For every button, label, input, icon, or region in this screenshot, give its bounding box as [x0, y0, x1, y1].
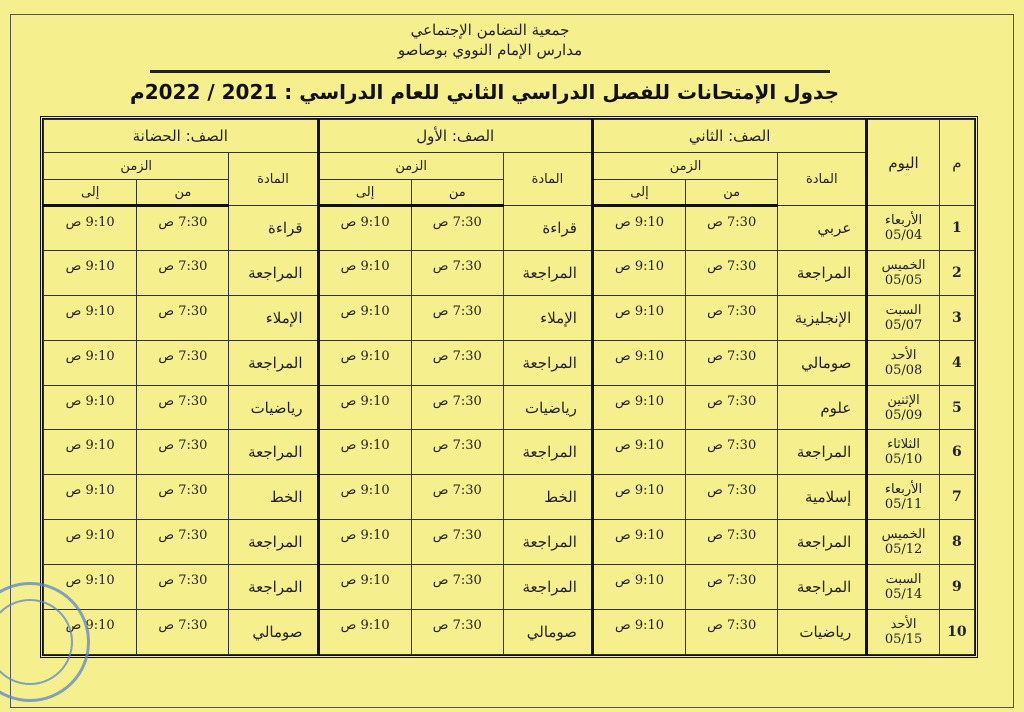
- time-from-cell: 7:30 ص: [411, 430, 503, 475]
- subject-cell: قراءة: [229, 206, 318, 251]
- time-to-cell: 9:10 ص: [318, 430, 411, 475]
- day-cell: [867, 385, 939, 430]
- time-from-cell: 7:30 ص: [137, 385, 229, 430]
- day-name: الأربعاء: [884, 482, 923, 498]
- time-to-cell: 9:10 ص: [592, 250, 685, 295]
- time-from-cell: 7:30 ص: [686, 520, 778, 565]
- col-from-header: من: [411, 180, 503, 206]
- time-to-cell: 9:10 ص: [592, 206, 685, 251]
- subject-cell: الخط: [503, 475, 592, 520]
- day-name: السبت: [885, 302, 922, 318]
- time-from-cell: 7:30 ص: [411, 340, 503, 385]
- subject-cell: المراجعة: [778, 565, 867, 610]
- exam-date: 05/07: [884, 317, 923, 333]
- subject-cell: المراجعة: [229, 520, 318, 565]
- time-to-cell: 9:10 ص: [318, 340, 411, 385]
- time-to-cell: 9:10 ص: [592, 295, 685, 340]
- day-cell: [867, 475, 939, 520]
- time-from-cell: 7:30 ص: [686, 206, 778, 251]
- time-to-cell: 9:10 ص: [44, 206, 137, 251]
- row-number: 10: [939, 610, 974, 655]
- time-from-cell: 7:30 ص: [686, 610, 778, 655]
- table-row: [44, 340, 975, 385]
- table-row: [44, 610, 975, 655]
- row-number: 9: [939, 565, 974, 610]
- day-name: السبت: [885, 572, 922, 588]
- day-name: الخميس: [881, 527, 926, 543]
- time-to-cell: 9:10 ص: [318, 206, 411, 251]
- letterhead: [150, 20, 830, 60]
- header-divider: [150, 70, 830, 73]
- col-time-header: الزمن: [592, 153, 777, 180]
- table-row: [44, 430, 975, 475]
- exam-date: 05/11: [884, 497, 923, 513]
- subject-cell: المراجعة: [229, 430, 318, 475]
- subject-cell: الخط: [229, 475, 318, 520]
- subject-cell: صومالي: [778, 340, 867, 385]
- subject-cell: المراجعة: [503, 430, 592, 475]
- time-from-cell: 7:30 ص: [411, 385, 503, 430]
- time-to-cell: 9:10 ص: [318, 250, 411, 295]
- table-row: [44, 295, 975, 340]
- time-to-cell: 9:10 ص: [44, 250, 137, 295]
- table-row: [44, 565, 975, 610]
- time-from-cell: 7:30 ص: [411, 206, 503, 251]
- col-day-header: اليوم: [867, 120, 939, 206]
- time-to-cell: 9:10 ص: [592, 475, 685, 520]
- exam-date: 05/12: [884, 542, 923, 558]
- subject-cell: المراجعة: [778, 250, 867, 295]
- time-from-cell: 7:30 ص: [686, 565, 778, 610]
- time-from-cell: 7:30 ص: [137, 610, 229, 655]
- group-header-grade2: الصف: الثاني: [592, 120, 866, 153]
- time-from-cell: 7:30 ص: [137, 565, 229, 610]
- day-cell: [867, 295, 939, 340]
- time-to-cell: 9:10 ص: [44, 295, 137, 340]
- subject-cell: عربي: [778, 206, 867, 251]
- day-cell: [867, 250, 939, 295]
- time-from-cell: 7:30 ص: [411, 475, 503, 520]
- time-to-cell: 9:10 ص: [592, 610, 685, 655]
- time-to-cell: 9:10 ص: [592, 430, 685, 475]
- time-from-cell: 7:30 ص: [686, 295, 778, 340]
- day-cell: [867, 610, 939, 655]
- subject-cell: الإملاء: [229, 295, 318, 340]
- col-to-header: إلى: [318, 180, 411, 206]
- day-cell: [867, 206, 939, 251]
- time-to-cell: 9:10 ص: [44, 340, 137, 385]
- col-from-header: من: [137, 180, 229, 206]
- row-number: 3: [939, 295, 974, 340]
- time-to-cell: 9:10 ص: [44, 430, 137, 475]
- time-to-cell: 9:10 ص: [44, 610, 137, 655]
- subject-cell: إسلامية: [778, 475, 867, 520]
- subject-cell: صومالي: [503, 610, 592, 655]
- subject-cell: الإنجليزية: [778, 295, 867, 340]
- time-to-cell: 9:10 ص: [592, 565, 685, 610]
- time-to-cell: 9:10 ص: [318, 385, 411, 430]
- day-cell: [867, 340, 939, 385]
- time-to-cell: 9:10 ص: [44, 565, 137, 610]
- table-row: [44, 475, 975, 520]
- day-cell: [867, 565, 939, 610]
- time-from-cell: 7:30 ص: [137, 206, 229, 251]
- day-cell: [867, 430, 939, 475]
- time-from-cell: 7:30 ص: [411, 250, 503, 295]
- page-title: جدول الإمتحانات للفصل الدراسي الثاني للعام الدراسي : 2021 / 2022م: [130, 80, 839, 104]
- day-name: الخميس: [881, 257, 926, 273]
- exam-date: 05/09: [884, 407, 923, 423]
- time-from-cell: 7:30 ص: [137, 475, 229, 520]
- table-row: [44, 520, 975, 565]
- time-to-cell: 9:10 ص: [592, 340, 685, 385]
- time-from-cell: 7:30 ص: [137, 340, 229, 385]
- exam-date: 05/14: [884, 587, 923, 603]
- col-time-header: الزمن: [44, 153, 229, 180]
- time-from-cell: 7:30 ص: [137, 295, 229, 340]
- subject-cell: رياضيات: [503, 385, 592, 430]
- time-to-cell: 9:10 ص: [592, 385, 685, 430]
- subject-cell: المراجعة: [503, 565, 592, 610]
- school-name: مدارس الإمام النووي بوصاصو: [397, 41, 583, 59]
- exam-date: 05/05: [884, 272, 923, 288]
- table-row: [44, 206, 975, 251]
- time-to-cell: 9:10 ص: [318, 565, 411, 610]
- subject-cell: المراجعة: [229, 250, 318, 295]
- subject-cell: صومالي: [229, 610, 318, 655]
- subject-cell: المراجعة: [229, 565, 318, 610]
- time-to-cell: 9:10 ص: [592, 520, 685, 565]
- time-to-cell: 9:10 ص: [318, 520, 411, 565]
- day-name: الأربعاء: [884, 212, 923, 228]
- time-to-cell: 9:10 ص: [44, 385, 137, 430]
- time-from-cell: 7:30 ص: [137, 250, 229, 295]
- subject-cell: المراجعة: [503, 340, 592, 385]
- exam-date: 05/15: [884, 632, 923, 647]
- day-name: الثلاثاء: [887, 437, 921, 453]
- col-to-header: إلى: [44, 180, 137, 206]
- subject-cell: رياضيات: [229, 385, 318, 430]
- subject-cell: المراجعة: [778, 520, 867, 565]
- row-number: 5: [939, 385, 974, 430]
- time-to-cell: 9:10 ص: [318, 610, 411, 655]
- col-subject-header: المادة: [503, 153, 592, 206]
- subject-cell: علوم: [778, 385, 867, 430]
- col-time-header: الزمن: [318, 153, 503, 180]
- day-name: الإثنين: [887, 392, 920, 408]
- group-header-kindergarten: الصف: الحضانة: [44, 120, 319, 153]
- time-from-cell: 7:30 ص: [686, 250, 778, 295]
- row-number: 2: [939, 250, 974, 295]
- exam-schedule-table: [40, 116, 978, 658]
- exam-date: 05/08: [884, 362, 923, 378]
- row-number: 8: [939, 520, 974, 565]
- subject-cell: المراجعة: [778, 430, 867, 475]
- time-from-cell: 7:30 ص: [411, 520, 503, 565]
- exam-date: 05/10: [884, 452, 923, 468]
- col-subject-header: المادة: [778, 153, 867, 206]
- organization-name: جمعية التضامن الإجتماعي: [410, 21, 570, 39]
- time-to-cell: 9:10 ص: [44, 520, 137, 565]
- subject-cell: المراجعة: [503, 520, 592, 565]
- time-from-cell: 7:30 ص: [137, 430, 229, 475]
- day-name: الأحد: [890, 347, 917, 363]
- time-from-cell: 7:30 ص: [686, 340, 778, 385]
- col-from-header: من: [686, 180, 778, 206]
- subject-cell: المراجعة: [229, 340, 318, 385]
- table-row: [44, 385, 975, 430]
- time-from-cell: 7:30 ص: [411, 565, 503, 610]
- col-subject-header: المادة: [229, 153, 318, 206]
- day-name: الأحد: [890, 617, 917, 632]
- table-row: [44, 250, 975, 295]
- group-header-grade1: الصف: الأول: [318, 120, 592, 153]
- day-cell: [867, 520, 939, 565]
- subject-cell: الإملاء: [503, 295, 592, 340]
- time-to-cell: 9:10 ص: [44, 475, 137, 520]
- subject-cell: رياضيات: [778, 610, 867, 655]
- subject-cell: قراءة: [503, 206, 592, 251]
- subject-cell: المراجعة: [503, 250, 592, 295]
- row-number: 6: [939, 430, 974, 475]
- time-from-cell: 7:30 ص: [137, 520, 229, 565]
- time-to-cell: 9:10 ص: [318, 295, 411, 340]
- time-from-cell: 7:30 ص: [686, 430, 778, 475]
- time-from-cell: 7:30 ص: [686, 385, 778, 430]
- time-from-cell: 7:30 ص: [411, 610, 503, 655]
- col-to-header: إلى: [592, 180, 685, 206]
- time-from-cell: 7:30 ص: [686, 475, 778, 520]
- row-number: 7: [939, 475, 974, 520]
- col-number-header: م: [939, 120, 974, 206]
- row-number: 1: [939, 206, 974, 251]
- time-to-cell: 9:10 ص: [318, 475, 411, 520]
- time-from-cell: 7:30 ص: [411, 295, 503, 340]
- exam-date: 05/04: [884, 227, 923, 243]
- row-number: 4: [939, 340, 974, 385]
